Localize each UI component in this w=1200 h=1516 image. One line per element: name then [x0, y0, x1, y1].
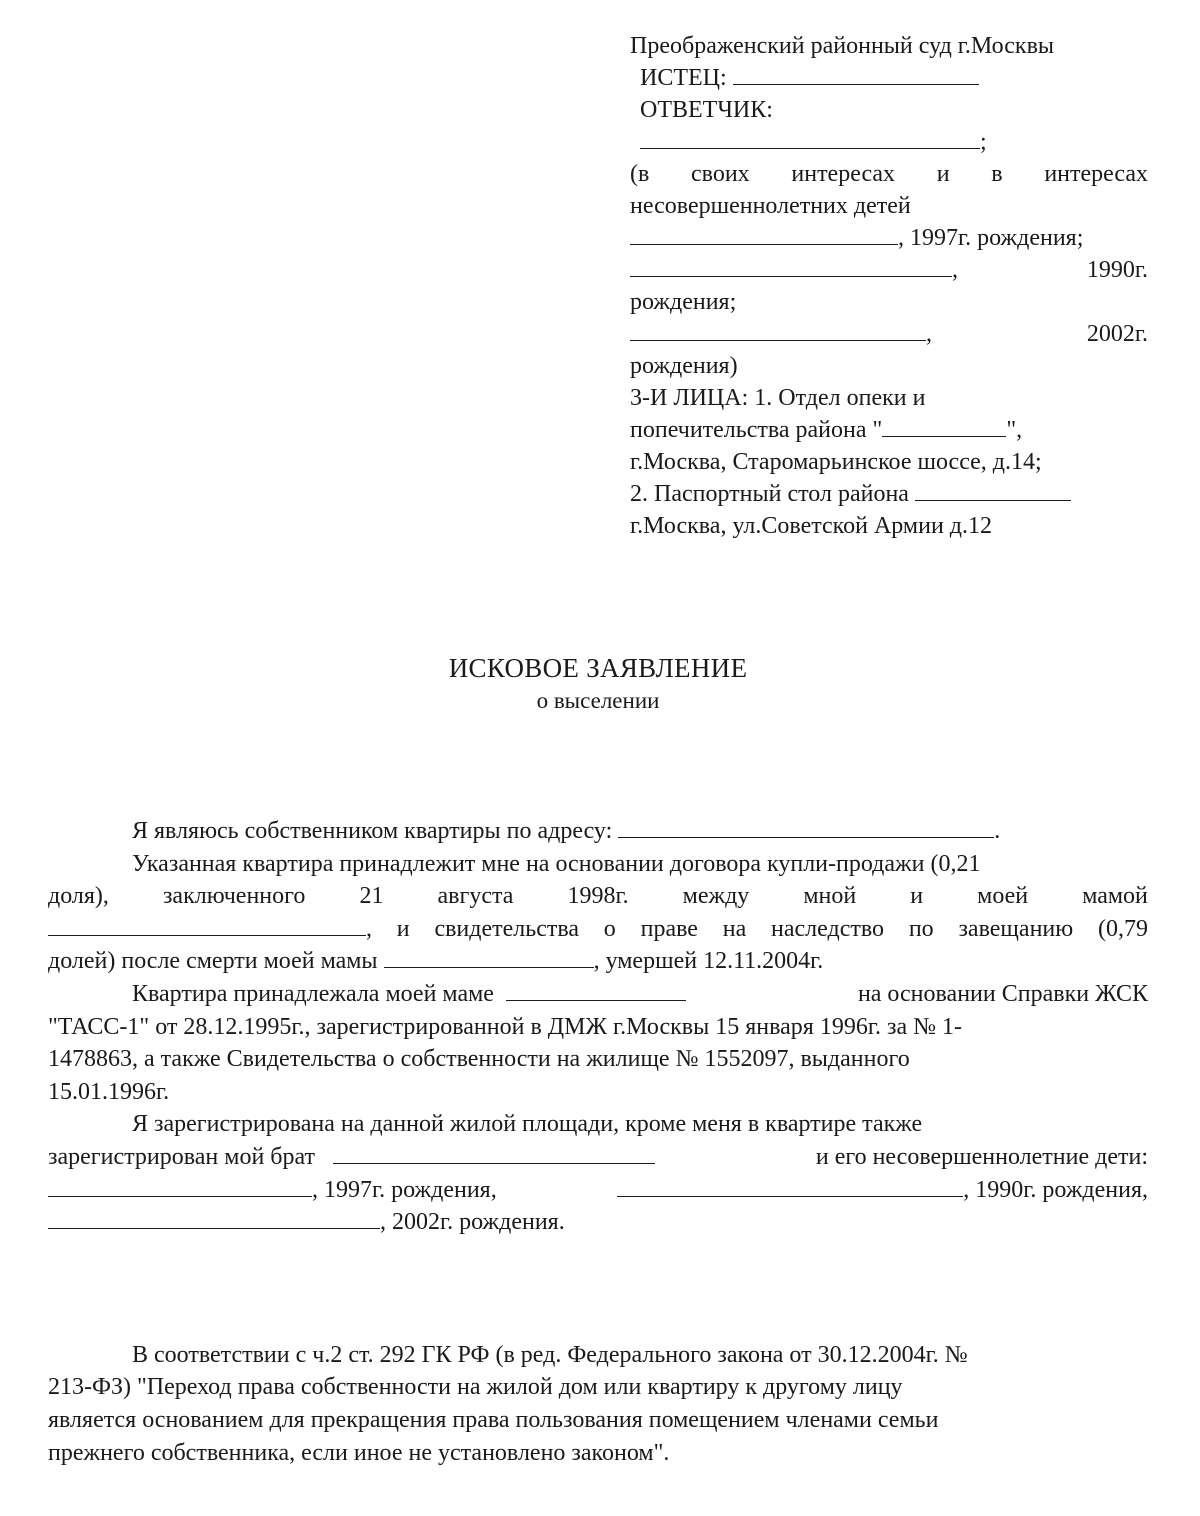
paragraph-1: [48, 815, 1148, 848]
residence-text: Я зарегистрирована на данной жилой площади, кроме меня в квартире также: [132, 1111, 923, 1138]
nephew-1-birth: , 1997г. рождения,: [312, 1176, 497, 1203]
law-quote-1: 213-ФЗ) "Переход права собственности на жилой дом или квартиру к другому лицу: [48, 1374, 903, 1401]
child2-line: [630, 254, 1148, 286]
paragraph-3-line-1: [48, 978, 1148, 1011]
court-name: [630, 30, 1148, 62]
guardianship-line: [630, 414, 1148, 446]
interests-word: и: [936, 161, 950, 187]
child3-birth-line: [630, 350, 1148, 382]
child3-year: 2002г.: [1086, 321, 1148, 347]
word: праве: [640, 915, 698, 942]
property-certificate-text: 1478863, а также Свидетельства о собственности на жилище № 1552097, выданного: [48, 1046, 910, 1073]
interests-word: в: [991, 161, 1003, 187]
nephew-1-blank: [48, 1174, 312, 1197]
paragraph-4-line-4: [48, 1206, 1148, 1239]
children-text: и его несовершеннолетние дети:: [815, 1143, 1148, 1170]
law-reference: В соответствии с ч.2 ст. 292 ГК РФ (в ред. Федерального закона от 30.12.2004г. №: [132, 1341, 968, 1368]
passport-district-blank: [915, 478, 1071, 501]
child1-blank: [630, 222, 898, 245]
mother-name-blank-2: [384, 945, 594, 968]
plaintiff-line: [630, 62, 1148, 94]
guardianship-suffix: ",: [1006, 417, 1023, 443]
passport-office-line: [630, 478, 1148, 510]
word: о: [603, 915, 616, 942]
addressee-block: [630, 30, 1148, 542]
interests-word: интересах: [791, 161, 896, 187]
mother-ownership-text: Квартира принадлежала моей маме: [132, 980, 494, 1007]
paragraph-4-line-1: [48, 1108, 1148, 1141]
ownership-period: .: [994, 818, 1001, 844]
word: свидетельства: [434, 915, 579, 942]
address-1-line: [630, 446, 1148, 478]
defendant-blank: [640, 126, 980, 149]
child2-birth-line: [630, 286, 1148, 318]
child2-birth: рождения;: [630, 289, 737, 315]
address-2-line: [630, 510, 1148, 542]
defendant-name-line: [630, 126, 1148, 158]
minors-line: [630, 190, 1148, 222]
word: мамой: [1082, 883, 1148, 910]
defendant-semicolon: ;: [980, 129, 987, 155]
registration-text: "ТАСС-1" от 28.12.1995г., зарегистрированной в ДМЖ г.Москвы 15 января 1996г. за № 1-: [48, 1013, 963, 1040]
word: ,: [366, 915, 372, 942]
word: августа: [437, 883, 514, 910]
address-2: г.Москва, ул.Советской Армии д.12: [630, 513, 993, 539]
brother-name-blank: [333, 1141, 655, 1164]
word: завещанию: [958, 915, 1074, 942]
paragraph-3-line-2: [48, 1011, 1148, 1044]
brother-text: зарегистрирован мой брат: [48, 1143, 316, 1170]
paragraph-5-line-4: [48, 1437, 1148, 1470]
word: между: [682, 883, 750, 910]
word: и: [396, 915, 410, 942]
interests-word: интересах: [1044, 161, 1148, 187]
child3-line: [630, 318, 1148, 350]
child3-comma: ,: [926, 321, 932, 347]
interests-word: (в: [630, 161, 650, 187]
document-title: ИСКОВОЕ ЗАЯВЛЕНИЕ: [448, 653, 748, 683]
basis-text: Указанная квартира принадлежит мне на основании договора купли-продажи (0,21: [132, 850, 981, 877]
nephew-2-blank: [617, 1174, 963, 1197]
child2-comma: ,: [952, 257, 958, 283]
word: на: [722, 915, 747, 942]
paragraph-2-line-2: [48, 880, 1148, 913]
word: мной: [803, 883, 857, 910]
plaintiff-label: ИСТЕЦ:: [640, 65, 727, 91]
word: заключенного: [162, 883, 306, 910]
plaintiff-blank: [733, 62, 979, 85]
ownership-text: Я являюсь собственником квартиры по адресу:: [132, 818, 613, 844]
word: и: [910, 883, 924, 910]
child2-blank: [630, 254, 952, 277]
paragraph-5-line-3: [48, 1404, 1148, 1437]
mother-name-blank-3: [506, 978, 686, 1001]
paragraph-2-line-4: [48, 945, 1148, 978]
issue-date: 15.01.1996г.: [48, 1078, 170, 1105]
defendant-label: ОТВЕТЧИК:: [640, 97, 773, 123]
interests-word: своих: [691, 161, 750, 187]
word: 21: [359, 883, 384, 910]
child1-birth: , 1997г. рождения;: [898, 225, 1084, 251]
paragraph-5-line-2: [48, 1371, 1148, 1404]
word: наследство: [771, 915, 885, 942]
guardianship-district-blank: [882, 414, 1006, 437]
third-parties-text: 3-И ЛИЦА: 1. Отдел опеки и: [630, 385, 926, 411]
paragraph-3-line-4: [48, 1076, 1148, 1109]
word: (0,79: [1097, 915, 1148, 942]
death-text: долей) после смерти моей мамы: [48, 948, 378, 975]
court-name-text: Преображенский районный суд г.Москвы: [630, 33, 1055, 59]
paragraph-4-line-3: [48, 1174, 1148, 1207]
mother-name-blank: [48, 913, 366, 936]
word: моей: [977, 883, 1029, 910]
document-subtitle: о выселении: [536, 688, 660, 713]
paragraph-3-line-3: [48, 1043, 1148, 1076]
word: доля),: [48, 883, 109, 910]
document-title-block: [0, 650, 1200, 716]
guardianship-prefix: попечительства района ": [630, 417, 883, 443]
minors-text: несовершеннолетних детей: [630, 193, 911, 219]
nephew-3-birth: , 2002г. рождения.: [380, 1209, 565, 1236]
paragraph-4-line-2: [48, 1141, 1148, 1174]
child3-birth: рождения): [630, 353, 738, 379]
paragraph-2-line-3: [48, 913, 1148, 946]
address-blank: [618, 815, 994, 838]
death-date: , умершей 12.11.2004г.: [593, 948, 824, 975]
child2-year: 1990г.: [1086, 257, 1148, 283]
word: 1998г.: [567, 883, 629, 910]
paragraph-2-line-1: [48, 848, 1148, 881]
document-body: [48, 815, 1148, 1469]
child3-blank: [630, 318, 926, 341]
defendant-line: [630, 94, 1148, 126]
paragraph-gap: [48, 1239, 1148, 1339]
paragraph-5-line-1: [48, 1339, 1148, 1372]
certificate-basis: на основании Справки ЖСК: [857, 980, 1148, 1007]
third-parties-line: [630, 382, 1148, 414]
interests-line: [630, 158, 1148, 190]
address-1: г.Москва, Старомарьинское шоссе, д.14;: [630, 449, 1042, 475]
nephew-2-birth: , 1990г. рождения,: [963, 1176, 1148, 1203]
word: по: [908, 915, 934, 942]
passport-office-text: 2. Паспортный стол района: [630, 481, 909, 507]
child1-line: [630, 222, 1148, 254]
law-quote-3: прежнего собственника, если иное не установлено законом".: [48, 1439, 670, 1466]
law-quote-2: является основанием для прекращения права пользования помещением членами семьи: [48, 1406, 939, 1433]
nephew-3-blank: [48, 1206, 380, 1229]
